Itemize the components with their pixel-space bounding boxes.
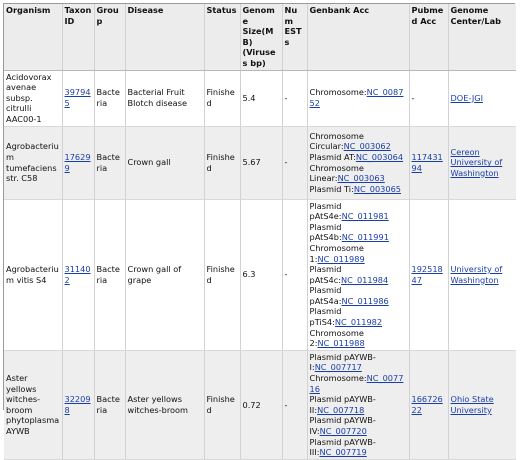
status-cell: Finished bbox=[204, 199, 240, 350]
status-cell: Finished bbox=[204, 350, 240, 459]
genbank-entry bbox=[310, 394, 407, 415]
genbank-label: Plasmid pAtS4c: bbox=[309, 264, 342, 285]
genbank-label: Chromosome Circular: bbox=[309, 130, 364, 152]
genbank-label: Plasmid pAYWB-I: bbox=[309, 351, 376, 373]
genbank-entry bbox=[310, 415, 407, 436]
table-row bbox=[4, 350, 516, 459]
genbank-label: Chromosome 2: bbox=[309, 327, 364, 349]
genbank-label: Plasmid pAYWB-II: bbox=[309, 394, 376, 415]
genbank-acc-link[interactable]: NC_003063 bbox=[337, 173, 385, 184]
genbank-entry bbox=[310, 437, 407, 458]
num-ests-cell: - bbox=[282, 199, 307, 350]
genbank-label: Plasmid pTiS4: bbox=[309, 306, 342, 328]
genbank-label: Chromosome Linear: bbox=[309, 162, 364, 184]
genome-center-link[interactable]: DOE-JGI bbox=[450, 92, 484, 103]
table-row bbox=[4, 199, 516, 350]
genbank-acc-link[interactable]: NC_007718 bbox=[317, 404, 365, 415]
genbank-entry bbox=[310, 87, 407, 108]
col-header-status[interactable]: Status bbox=[204, 4, 240, 70]
genbank-entry bbox=[310, 352, 407, 373]
genbank-label: Plasmid Ti: bbox=[309, 183, 354, 194]
genbank-entry bbox=[310, 163, 407, 184]
genbank-label: Plasmid pAtS4a: bbox=[309, 285, 342, 306]
genome-center-cell bbox=[448, 126, 516, 199]
genbank-label: Plasmid pAYWB-IV: bbox=[309, 415, 376, 436]
pubmed-cell bbox=[409, 350, 448, 459]
num-ests-cell: - bbox=[282, 70, 307, 126]
genbank-label: Plasmid pAtS4b: bbox=[309, 221, 342, 243]
pubmed-link[interactable]: 11743194 bbox=[411, 151, 443, 173]
genome-size-cell: 6.3 bbox=[240, 199, 282, 350]
col-header-taxon-id[interactable]: Taxon ID bbox=[62, 4, 94, 70]
disease-cell: Bacterial Fruit Blotch disease bbox=[125, 70, 204, 126]
genome-table-frame bbox=[3, 3, 515, 458]
group-cell: Bacteria bbox=[94, 126, 125, 199]
pubmed-link[interactable]: 19251847 bbox=[411, 264, 443, 285]
num-ests-cell: - bbox=[282, 350, 307, 459]
pubmed-cell bbox=[409, 199, 448, 350]
genbank-entry bbox=[310, 131, 407, 152]
genbank-label: Chromosome: bbox=[309, 373, 367, 384]
genome-size-cell: 5.4 bbox=[240, 70, 282, 126]
genbank-cell bbox=[307, 350, 409, 459]
col-header-organism[interactable]: Organism bbox=[4, 4, 62, 70]
genbank-entry bbox=[310, 264, 407, 285]
group-cell: Bacteria bbox=[94, 70, 125, 126]
table-row bbox=[4, 70, 516, 126]
pubmed-cell bbox=[409, 126, 448, 199]
taxon-id-cell bbox=[62, 199, 94, 350]
genbank-entry bbox=[310, 328, 407, 349]
col-header-genome-center[interactable]: Genome Center/Lab bbox=[448, 4, 516, 70]
taxon-id-link[interactable]: 322098 bbox=[64, 394, 91, 415]
organism-cell: Agrobacterium vitis S4 bbox=[4, 199, 62, 350]
group-cell: Bacteria bbox=[94, 350, 125, 459]
taxon-id-link[interactable]: 176299 bbox=[64, 151, 91, 173]
group-cell: Bacteria bbox=[94, 199, 125, 350]
genbank-acc-link[interactable]: NC_003065 bbox=[353, 183, 402, 194]
genbank-acc-link[interactable]: NC_007716 bbox=[309, 373, 404, 394]
genbank-acc-link[interactable]: NC_007717 bbox=[314, 362, 362, 373]
taxon-id-cell bbox=[62, 350, 94, 459]
genbank-entry bbox=[310, 152, 407, 163]
genbank-acc-link[interactable]: NC_011986 bbox=[341, 295, 389, 306]
genome-center-cell bbox=[448, 350, 516, 459]
genome-center-link[interactable]: Cereon University of Washington bbox=[450, 146, 503, 178]
disease-cell: Crown gall bbox=[125, 126, 204, 199]
pubmed-link[interactable]: 16672622 bbox=[411, 394, 443, 415]
genbank-cell bbox=[307, 199, 409, 350]
col-header-disease[interactable]: Disease bbox=[125, 4, 204, 70]
disease-cell: Crown gall of grape bbox=[125, 199, 204, 350]
genbank-label: Plasmid pAYWB-III: bbox=[309, 436, 376, 458]
genome-center-link[interactable]: University of Washington bbox=[450, 264, 503, 285]
organism-cell: Aster yellows witches-broom phytoplasma AYWB bbox=[4, 350, 62, 459]
genome-center-cell bbox=[448, 70, 516, 126]
taxon-id-cell bbox=[62, 70, 94, 126]
genome-center-link[interactable]: Ohio State University bbox=[450, 394, 494, 415]
genome-center-cell bbox=[448, 199, 516, 350]
genbank-entry bbox=[310, 306, 407, 327]
organism-cell: Agrobacterium tumefaciens str. C58 bbox=[4, 126, 62, 199]
genbank-label: Plasmid pAtS4e: bbox=[309, 200, 342, 222]
organism-cell: Acidovorax avenae subsp. citrulli AAC00-1 bbox=[4, 70, 62, 126]
genbank-cell bbox=[307, 70, 409, 126]
col-header-pubmed-acc[interactable]: Pubmed Acc bbox=[409, 4, 448, 70]
status-cell: Finished bbox=[204, 126, 240, 199]
genbank-entry bbox=[310, 373, 407, 394]
taxon-id-cell bbox=[62, 126, 94, 199]
genbank-entry bbox=[310, 201, 407, 222]
genbank-acc-link[interactable]: NC_003062 bbox=[343, 141, 391, 152]
genbank-acc-link[interactable]: NC_011982 bbox=[334, 317, 383, 328]
genbank-cell bbox=[307, 126, 409, 199]
genbank-acc-link[interactable]: NC_007719 bbox=[319, 447, 367, 458]
genbank-acc-link[interactable]: NC_008752 bbox=[309, 87, 404, 109]
col-header-group[interactable]: Group bbox=[94, 4, 125, 70]
col-header-genome-size[interactable]: Genome Size(MB) (Viruses bp) bbox=[240, 4, 282, 70]
genbank-entry bbox=[310, 285, 407, 306]
genbank-entry bbox=[310, 222, 407, 243]
genbank-acc-link[interactable]: NC_011988 bbox=[317, 338, 365, 349]
taxon-id-link[interactable]: 397945 bbox=[64, 87, 91, 109]
genbank-label: Plasmid AT: bbox=[309, 151, 356, 162]
genbank-entry bbox=[310, 243, 407, 264]
table-row bbox=[4, 126, 516, 199]
genbank-acc-link[interactable]: NC_007720 bbox=[319, 426, 367, 436]
genbank-acc-link[interactable]: NC_011991 bbox=[341, 232, 389, 243]
genome-table bbox=[4, 4, 516, 460]
genbank-label: Chromosome 1: bbox=[309, 242, 364, 264]
col-header-num-ests[interactable]: Num ESTs bbox=[282, 4, 307, 70]
genbank-acc-link[interactable]: NC_003064 bbox=[355, 151, 404, 162]
genbank-entry bbox=[310, 184, 407, 195]
taxon-id-link[interactable]: 311402 bbox=[64, 264, 91, 285]
pubmed-cell: - bbox=[409, 70, 448, 126]
col-header-genbank-acc[interactable]: Genbank Acc bbox=[307, 4, 409, 70]
num-ests-cell: - bbox=[282, 126, 307, 199]
genome-size-cell: 5.67 bbox=[240, 126, 282, 199]
genbank-label: Chromosome: bbox=[309, 87, 367, 98]
disease-cell: Aster yellows witches-broom bbox=[125, 350, 204, 459]
genbank-acc-link[interactable]: NC_011981 bbox=[341, 211, 389, 222]
genome-size-cell: 0.72 bbox=[240, 350, 282, 459]
status-cell: Finished bbox=[204, 70, 240, 126]
header-row bbox=[4, 4, 516, 70]
genbank-acc-link[interactable]: NC_011989 bbox=[317, 253, 365, 264]
genbank-acc-link[interactable]: NC_011984 bbox=[341, 274, 389, 285]
